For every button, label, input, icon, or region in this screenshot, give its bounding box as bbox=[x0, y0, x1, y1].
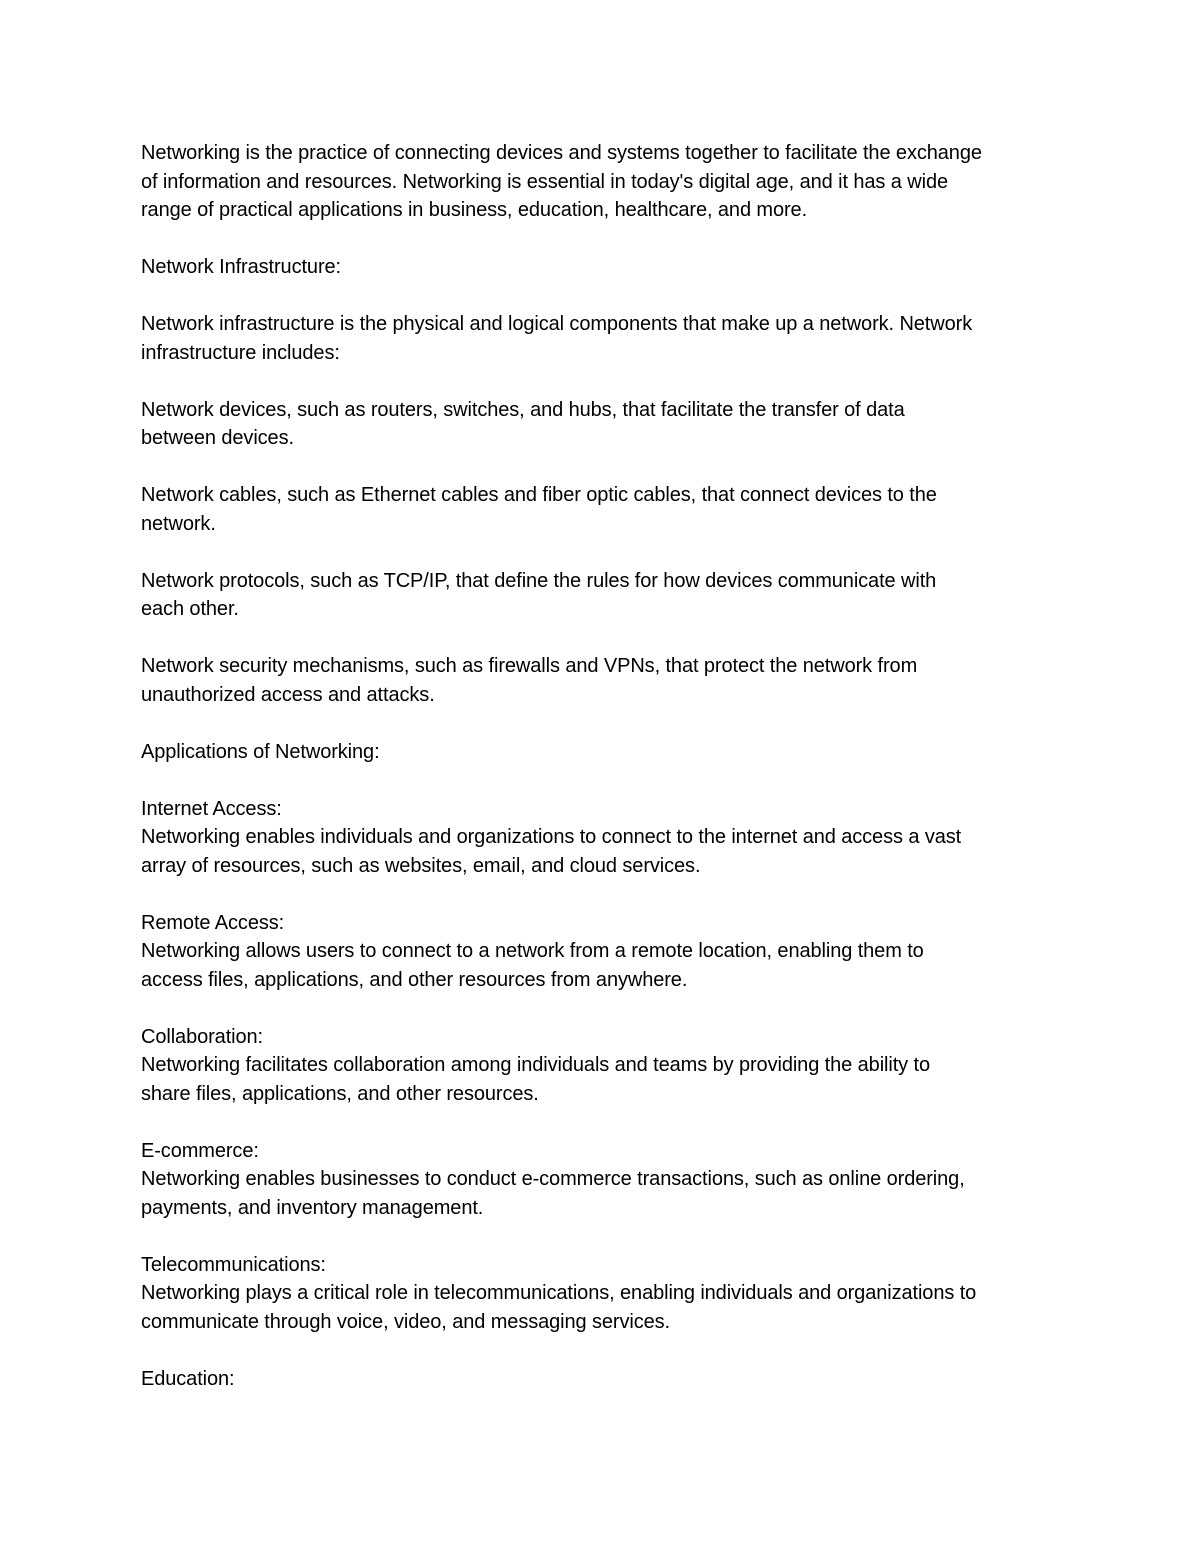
telecommunications-paragraph bbox=[141, 1251, 1066, 1337]
collaboration-paragraph bbox=[141, 1023, 1066, 1109]
text-line: Networking enables individuals and organizations to connect to the internet and access a vast bbox=[141, 826, 962, 848]
section-heading-infrastructure bbox=[141, 253, 1066, 282]
section-heading-applications bbox=[141, 738, 1066, 767]
text-line: Network infrastructure is the physical and logical components that make up a network. Network bbox=[141, 313, 973, 335]
text-line: Networking facilitates collaboration among individuals and teams by providing the ability to bbox=[141, 1054, 931, 1076]
text-line: Network Infrastructure: bbox=[141, 256, 341, 278]
network-security-paragraph bbox=[141, 652, 1066, 709]
text-line: range of practical applications in business, education, healthcare, and more. bbox=[141, 199, 808, 221]
text-line: array of resources, such as websites, email, and cloud services. bbox=[141, 854, 701, 877]
text-line: Network cables, such as Ethernet cables and fiber optic cables, that connect devices to the bbox=[141, 484, 937, 506]
text-line: unauthorized access and attacks. bbox=[141, 683, 435, 706]
intro-paragraph bbox=[141, 139, 1066, 225]
text-line: Network protocols, such as TCP/IP, that define the rules for how devices communicate with bbox=[141, 569, 937, 592]
internet-access-paragraph bbox=[141, 795, 1066, 881]
text-line: Network security mechanisms, such as firewalls and VPNs, that protect the network from bbox=[141, 655, 918, 677]
education-heading bbox=[141, 1365, 1066, 1394]
text-line: Network devices, such as routers, switches, and hubs, that facilitate the transfer of data bbox=[141, 398, 905, 421]
text-line: payments, and inventory management. bbox=[141, 1196, 484, 1219]
text-line: Internet Access: bbox=[141, 797, 282, 820]
network-protocols-paragraph bbox=[141, 567, 1066, 624]
text-line: communicate through voice, video, and messaging services. bbox=[141, 1310, 671, 1333]
text-line: Collaboration: bbox=[141, 1025, 264, 1048]
text-line: infrastructure includes: bbox=[141, 341, 340, 364]
text-line: Networking plays a critical role in telecommunications, enabling individuals and organizations to bbox=[141, 1282, 977, 1304]
text-line: Networking enables businesses to conduct e-commerce transactions, such as online ordering, bbox=[141, 1168, 965, 1190]
text-line: each other. bbox=[141, 598, 239, 620]
text-line: Networking is the practice of connecting devices and systems together to facilitate the exchange bbox=[141, 142, 982, 164]
text-line: network. bbox=[141, 512, 216, 535]
network-devices-paragraph bbox=[141, 396, 1066, 453]
text-line: share files, applications, and other resources. bbox=[141, 1082, 539, 1105]
document-page bbox=[141, 139, 1066, 1393]
text-line: of information and resources. Networking is essential in today's digital age, and it has a wide bbox=[141, 170, 948, 193]
text-line: access files, applications, and other resources from anywhere. bbox=[141, 968, 688, 991]
network-cables-paragraph bbox=[141, 481, 1066, 538]
text-line: Remote Access: bbox=[141, 911, 285, 934]
ecommerce-paragraph bbox=[141, 1137, 1066, 1223]
text-line: Networking allows users to connect to a network from a remote location, enabling them to bbox=[141, 940, 924, 962]
text-line: E-commerce: bbox=[141, 1139, 259, 1162]
infrastructure-paragraph bbox=[141, 310, 1066, 367]
text-line: Telecommunications: bbox=[141, 1253, 326, 1276]
remote-access-paragraph bbox=[141, 909, 1066, 995]
text-line: Applications of Networking: bbox=[141, 740, 380, 763]
text-line: between devices. bbox=[141, 427, 294, 449]
text-line: Education: bbox=[141, 1367, 235, 1390]
